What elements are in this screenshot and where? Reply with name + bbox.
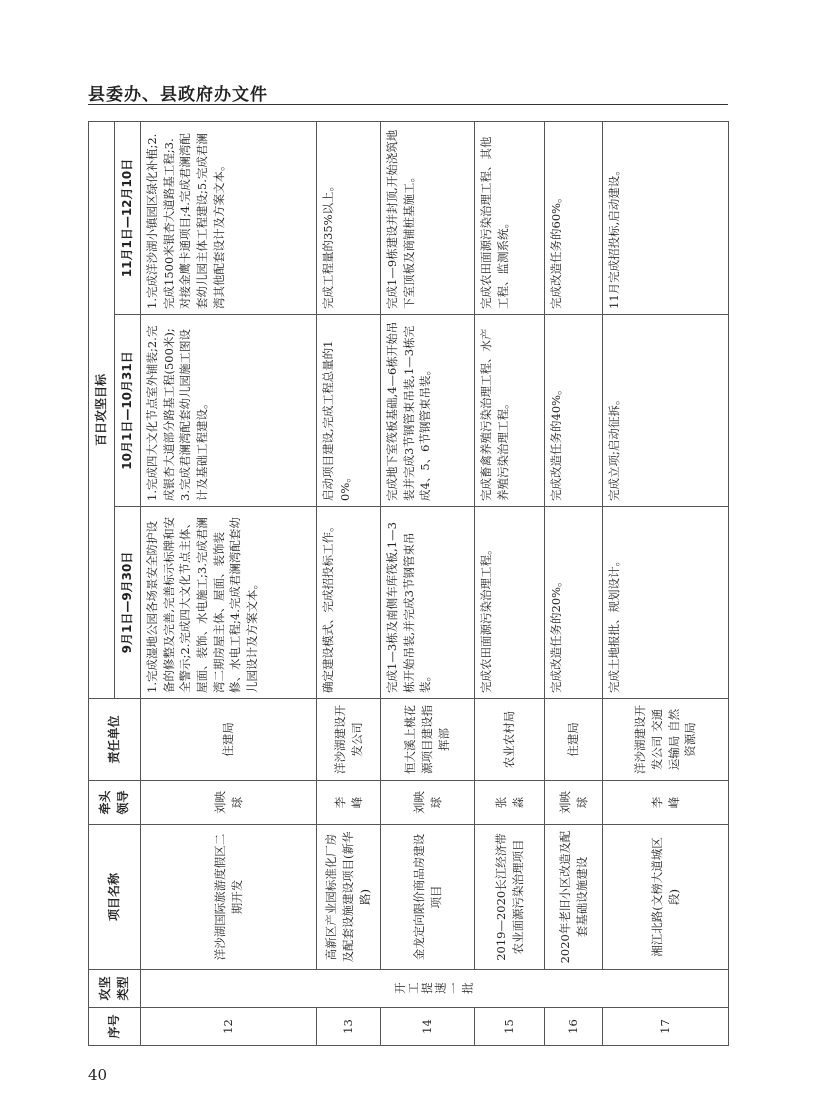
- row-period-2: 完成地下室筏板基础,4—6栋开始吊装并完成3节钢管束吊装,1—3栋完成4、5、6节钢管束吊装。: [381, 315, 475, 507]
- header-period-1: 9月1日—9月30日: [115, 507, 141, 699]
- row-period-2: 完成畜禽养殖污染治理工程、水产养殖污染治理工程。: [475, 315, 545, 507]
- row-period-2: 完成改造任务的40%。: [545, 315, 603, 507]
- row-project: 金龙定向限价商品房建设项目: [381, 825, 475, 970]
- row-project: 2019—2020长江经济带农业面源污染治理项目: [475, 825, 545, 970]
- row-project: 2020年老旧小区改造及配套基础设施建设: [545, 825, 603, 970]
- row-seq: 12: [141, 1008, 317, 1046]
- row-period-1: 完成农田面源污染治理工程。: [475, 507, 545, 699]
- row-period-1: 完成1—3栋及南侧车库筏板,1—3栋开始吊装,并完成3节钢管束吊装。: [381, 507, 475, 699]
- row-period-1: 完成改造任务的20%。: [545, 507, 603, 699]
- page-number: 40: [88, 1066, 108, 1084]
- row-period-2: 启动项目建设,完成工程总量的10%。: [317, 315, 381, 507]
- row-period-3: 完成农田面源污染治理工程、其他工程、监测系统。: [475, 122, 545, 315]
- header-period-3: 11月1日—12月10日: [115, 122, 141, 315]
- row-leader: 李 峰: [603, 781, 729, 825]
- row-period-2: 1.完成四大文化节点室外铺装;2.完成银杏大道部分路基工程(500米);3.完成君澜湾配套幼儿园施工图设计及基础工程建设。: [141, 315, 317, 507]
- row-project: 高新区产业园标准化厂房及配套设施建设项目(新华路): [317, 825, 381, 970]
- row-seq: 16: [545, 1008, 603, 1046]
- row-seq: 14: [381, 1008, 475, 1046]
- table-row: [317, 122, 381, 1046]
- row-period-1: 1.完成湿地公园各场景安全防护设备的修整及完善,完善标示标牌和安全警示;2.完成四大文化节点主体、屋面、装饰、水电施工;3.完成君澜湾二期房屋主体、屋面、装饰装修、水电工程;4.完成君澜湾配套幼儿园设计及方案文本。: [141, 507, 317, 699]
- header-unit: 责任单位: [89, 699, 141, 781]
- table-row: [603, 122, 729, 1046]
- row-period-3: 完成工程量的35%以上。: [317, 122, 381, 315]
- row-unit: 恒大溪上桃花源项目建设指挥部: [381, 699, 475, 781]
- row-period-2: 完成立项;启动征拆。: [603, 315, 729, 507]
- row-seq: 17: [603, 1008, 729, 1046]
- row-period-3: 完成改造任务的60%。: [545, 122, 603, 315]
- row-project: 湘江北路(文榜大道城区段): [603, 825, 729, 970]
- row-leader: 李 峰: [317, 781, 381, 825]
- row-period-3: 1.完成洋沙湖小镇园区绿化补植;2.完成1500米银杏大道路基工程;3.对接金鹰卡通项目;4.完成君澜湾配套幼儿园主体工程建设;5.完成君澜湾其他配套设计及方案文本。: [141, 122, 317, 315]
- row-leader: 刘映球: [381, 781, 475, 825]
- table-holder: [88, 122, 728, 1046]
- category-label: 开工提速一批: [394, 981, 475, 996]
- row-unit: 洋沙湖建设开发公司: [317, 699, 381, 781]
- header-project: 项目名称: [89, 825, 141, 970]
- row-project: 洋沙湖国际旅游度假区二期开发: [141, 825, 317, 970]
- header-period-2: 10月1日—10月31日: [115, 315, 141, 507]
- row-period-1: 完成土地报批、规划设计。: [603, 507, 729, 699]
- table-row: [545, 122, 603, 1046]
- header-type: 攻坚类型: [89, 970, 141, 1008]
- header-seq: 序号: [89, 1008, 141, 1046]
- table-row: [141, 122, 317, 1046]
- row-period-1: 确定建设模式、完成招投标工作。: [317, 507, 381, 699]
- row-leader: 刘映球: [545, 781, 603, 825]
- row-unit: 洋沙湖建设开发公司 交通运输局 自然资源局: [603, 699, 729, 781]
- row-unit: 农业农村局: [475, 699, 545, 781]
- header-leader: 牵头领导: [89, 781, 141, 825]
- row-period-3: 完成1—9栋建设并封顶,开始浇筑地下室顶板及商铺桩基施工。: [381, 122, 475, 315]
- running-header: 县委办、县政府办文件: [88, 85, 268, 105]
- row-seq: 13: [317, 1008, 381, 1046]
- row-seq: 15: [475, 1008, 545, 1046]
- header-rule: [88, 104, 728, 105]
- row-unit: 住建局: [545, 699, 603, 781]
- row-leader: 刘映球: [141, 781, 317, 825]
- project-table: [88, 121, 729, 1046]
- header-goal-group: 百日攻坚目标: [89, 122, 115, 699]
- table-row: [381, 122, 475, 1046]
- header-row-1: [89, 122, 115, 1046]
- row-leader: 张 淼: [475, 781, 545, 825]
- row-unit: 住建局: [141, 699, 317, 781]
- table-row: [475, 122, 545, 1046]
- rotated-table-wrapper: [88, 122, 728, 1046]
- row-period-3: 11月完成招投标,启动建设。: [603, 122, 729, 315]
- category-cell: [141, 970, 729, 1008]
